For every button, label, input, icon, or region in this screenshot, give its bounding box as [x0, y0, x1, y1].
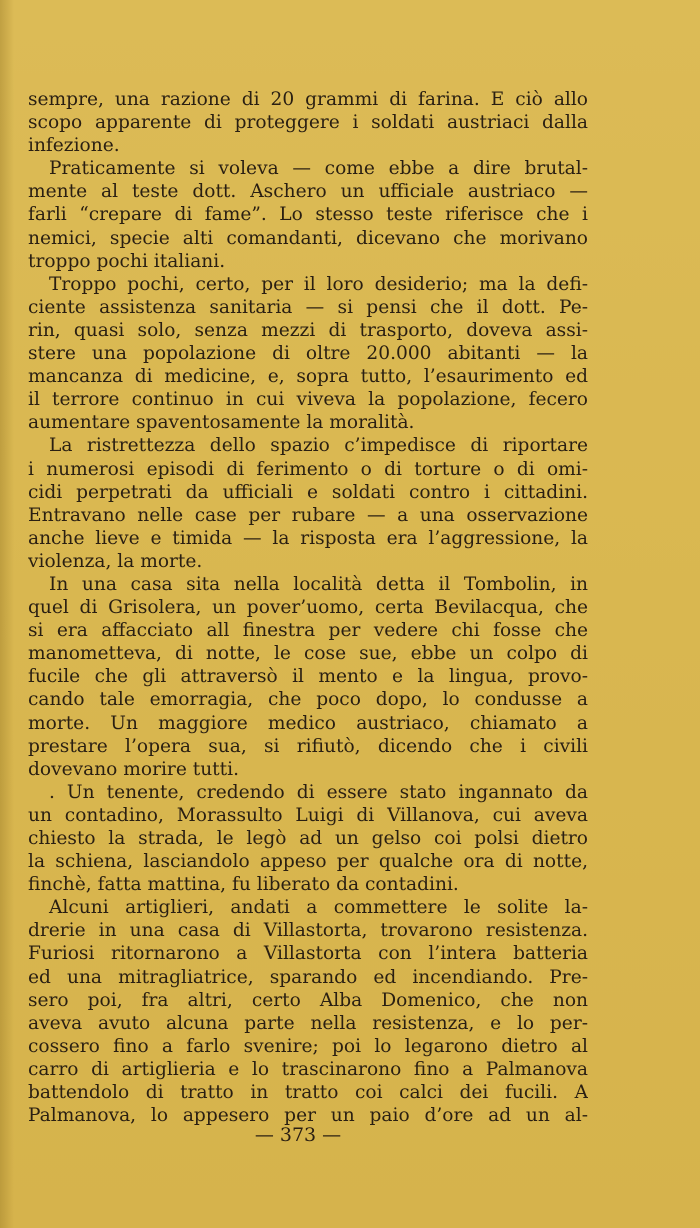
text-line: aumentare spaventosamente la moralità. [28, 412, 415, 434]
text-line: infezione. [28, 135, 120, 157]
text-line: morte. Un maggiore medico austriaco, chiamato a [28, 712, 588, 734]
text-line: Troppo pochi, certo, per il loro desiderio; ma la defi- [49, 273, 588, 295]
text-line: In una casa sita nella località detta il Tombolin, in [49, 573, 588, 595]
text-line: un contadino, Morassulto Luigi di Villanova, cui aveva [28, 804, 588, 826]
text-line: aveva avuto alcuna parte nella resistenza, e lo per- [28, 1012, 588, 1034]
text-line: cossero fino a farlo svenire; poi lo legarono dietro al [28, 1035, 588, 1057]
text-line: fucile che gli attraversò il mento e la lingua, provo- [28, 666, 588, 688]
text-line: mente al teste dott. Aschero un ufficiale austriaco — [28, 181, 588, 203]
page-number: — 373 — [254, 1124, 342, 1146]
text-line: anche lieve e timida — la risposta era l’aggressione, la [28, 527, 588, 549]
text-line: si era affacciato all finestra per vedere chi fosse che [28, 620, 588, 642]
text-line: chiesto la strada, le legò ad un gelso coi polsi dietro [28, 828, 588, 849]
text-line: rin, quasi solo, senza mezzi di trasporto, doveva assi- [28, 319, 588, 341]
text-line: farli “crepare di fame”. Lo stesso teste riferisce che i [28, 204, 588, 226]
body-text [28, 88, 588, 1127]
text-line: Palmanova, lo appesero per un paio d’ore ad un al- [28, 1105, 588, 1127]
text-line: stere una popolazione di oltre 20.000 abitanti — la [28, 343, 588, 365]
text-line: sero poi, fra altri, certo Alba Domenico, che non [28, 989, 588, 1011]
text-line: mancanza di medicine, e, sopra tutto, l’esaurimento ed [28, 366, 588, 388]
text-line: cidi perpetrati da ufficiali e soldati contro i cittadini. [28, 481, 588, 503]
text-line: manometteva, di notte, le cose sue, ebbe un colpo di [28, 643, 588, 665]
text-line: Entravano nelle case per rubare — a una osservazione [28, 504, 588, 526]
text-line: carro di artiglieria e lo trascinarono fino a Palmanova [28, 1058, 588, 1080]
text-line: la schiena, lasciandolo appeso per qualche ora di notte, [28, 851, 588, 873]
text-line: i numerosi episodi di ferimento o di torture o di omi- [28, 458, 588, 480]
text-line: il terrore continuo in cui viveva la popolazione, fecero [28, 389, 588, 411]
text-line: cando tale emorragia, che poco dopo, lo condusse a [28, 689, 588, 711]
text-line: nemici, specie alti comandanti, dicevano che morivano [28, 227, 588, 249]
text-line: finchè, fatta mattina, fu liberato da contadini. [28, 874, 459, 896]
text-line: ciente assistenza sanitaria — si pensi che il dott. Pe- [28, 296, 588, 318]
text-line: drerie in una casa di Villastorta, trovarono resistenza. [28, 920, 588, 942]
text-line: battendolo di tratto in tratto coi calci dei fucili. A [28, 1082, 588, 1104]
text-line: scopo apparente di proteggere i soldati austriaci dalla [28, 112, 588, 134]
text-line: troppo pochi italiani. [28, 250, 226, 272]
text-line: La ristrettezza dello spazio c’impedisce di riportare [49, 435, 588, 457]
text-line: Alcuni artiglieri, andati a commettere le solite la- [49, 897, 588, 919]
text-line: dovevano morire tutti. [28, 758, 239, 780]
text-line: Furiosi ritornarono a Villastorta con l’intera batteria [28, 943, 588, 965]
text-line: sempre, una razione di 20 grammi di farina. E ciò allo [28, 89, 588, 110]
text-line: violenza, la morte. [28, 550, 203, 572]
text-line: ed una mitragliatrice, sparando ed incendiando. Pre- [28, 966, 588, 988]
text-line: . Un tenente, credendo di essere stato ingannato da [49, 781, 588, 803]
text-line: Praticamente si voleva — come ebbe a dire brutal- [49, 158, 588, 180]
text-line: prestare l’opera sua, si rifiutò, dicendo che i civili [28, 735, 588, 757]
text-line: quel di Grisolera, un pover’uomo, certa Bevilacqua, che [28, 597, 588, 619]
